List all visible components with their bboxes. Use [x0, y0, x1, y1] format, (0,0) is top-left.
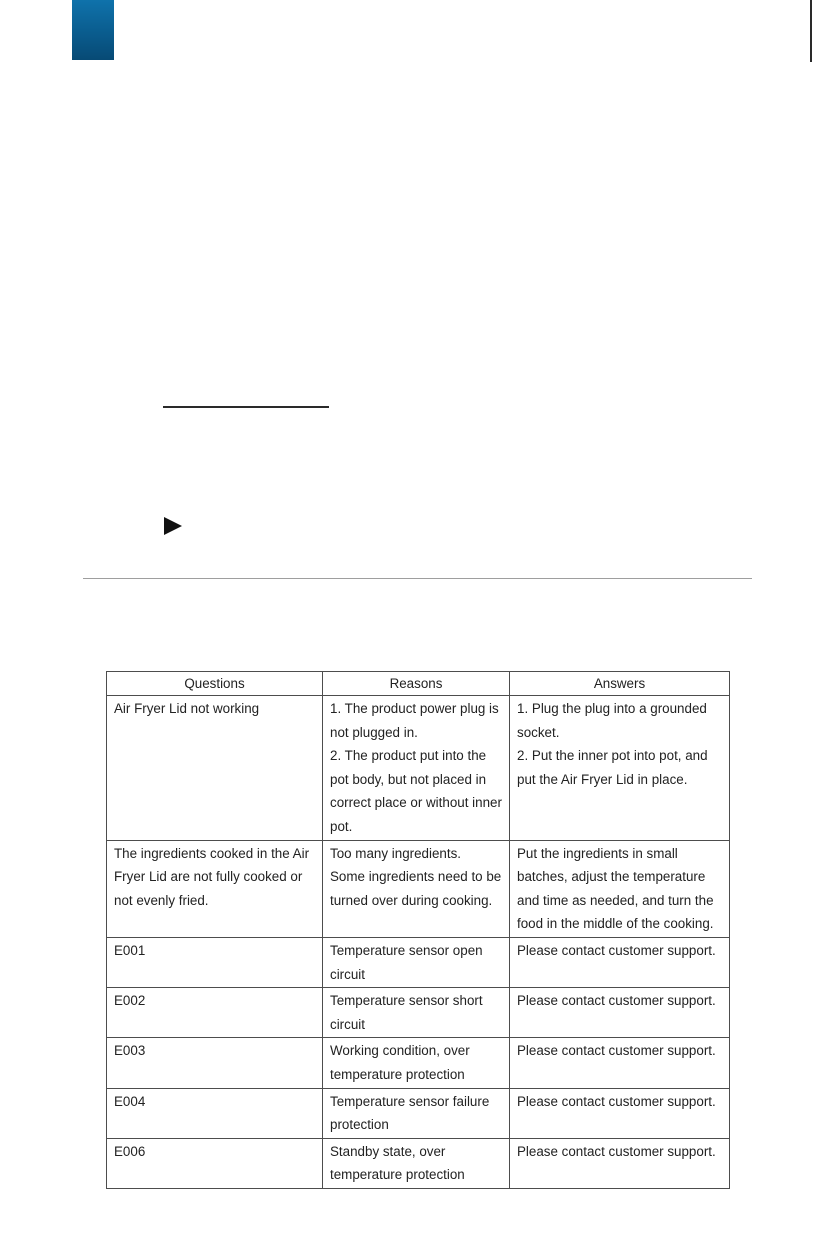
table-row: [107, 1138, 730, 1188]
answers-cell: Please contact customer support.: [510, 1088, 730, 1138]
reasons-cell: Temperature sensor short circuit: [323, 988, 510, 1038]
question-cell: The ingredients cooked in the Air Fryer Lid are not fully cooked or not evenly fried.: [107, 840, 323, 937]
table-header-row: [107, 672, 730, 696]
reasons-cell: [323, 840, 510, 937]
question-cell: Air Fryer Lid not working: [107, 696, 323, 841]
reasons-cell: Temperature sensor failure protection: [323, 1088, 510, 1138]
table-row: [107, 1038, 730, 1088]
play-arrow-icon: [164, 517, 182, 535]
answer-line: 2. Put the inner pot into pot, and put the Air Fryer Lid in place.: [517, 748, 708, 787]
answers-cell: Please contact customer support.: [510, 1038, 730, 1088]
binding-line: [810, 0, 812, 62]
table-row: [107, 696, 730, 841]
error-code-cell: E001: [107, 937, 323, 987]
error-code-cell: E002: [107, 988, 323, 1038]
table-row: [107, 840, 730, 937]
header-answers: Answers: [510, 672, 730, 696]
table-row: [107, 988, 730, 1038]
answers-cell: Please contact customer support.: [510, 1138, 730, 1188]
troubleshooting-table: [106, 671, 730, 1189]
answer-line: Put the ingredients in small batches, adjust the temperature and time as needed, and turn the food in the middle of the cooking.: [517, 845, 714, 932]
section-color-tab: [72, 0, 114, 60]
header-reasons: Reasons: [323, 672, 510, 696]
reasons-cell: [323, 696, 510, 841]
reason-line: Too many ingredients.: [330, 845, 462, 861]
section-divider: [83, 578, 752, 579]
short-underline: [163, 406, 329, 408]
error-code-cell: E006: [107, 1138, 323, 1188]
answer-line: 1. Plug the plug into a grounded socket.: [517, 701, 707, 740]
reasons-cell: Working condition, over temperature protection: [323, 1038, 510, 1088]
error-code-cell: E004: [107, 1088, 323, 1138]
answers-cell: [510, 840, 730, 937]
error-code-cell: E003: [107, 1038, 323, 1088]
reason-line: 1. The product power plug is not plugged in.: [330, 701, 499, 740]
answers-cell: Please contact customer support.: [510, 937, 730, 987]
reason-line: 2. The product put into the pot body, but not placed in correct place or without inner pot.: [330, 748, 502, 834]
table-row: [107, 1088, 730, 1138]
reasons-cell: Temperature sensor open circuit: [323, 937, 510, 987]
answers-cell: Please contact customer support.: [510, 988, 730, 1038]
answers-cell: [510, 696, 730, 841]
reasons-cell: Standby state, over temperature protection: [323, 1138, 510, 1188]
header-questions: Questions: [107, 672, 323, 696]
reason-line: Some ingredients need to be turned over during cooking.: [330, 869, 502, 908]
table-row: [107, 937, 730, 987]
